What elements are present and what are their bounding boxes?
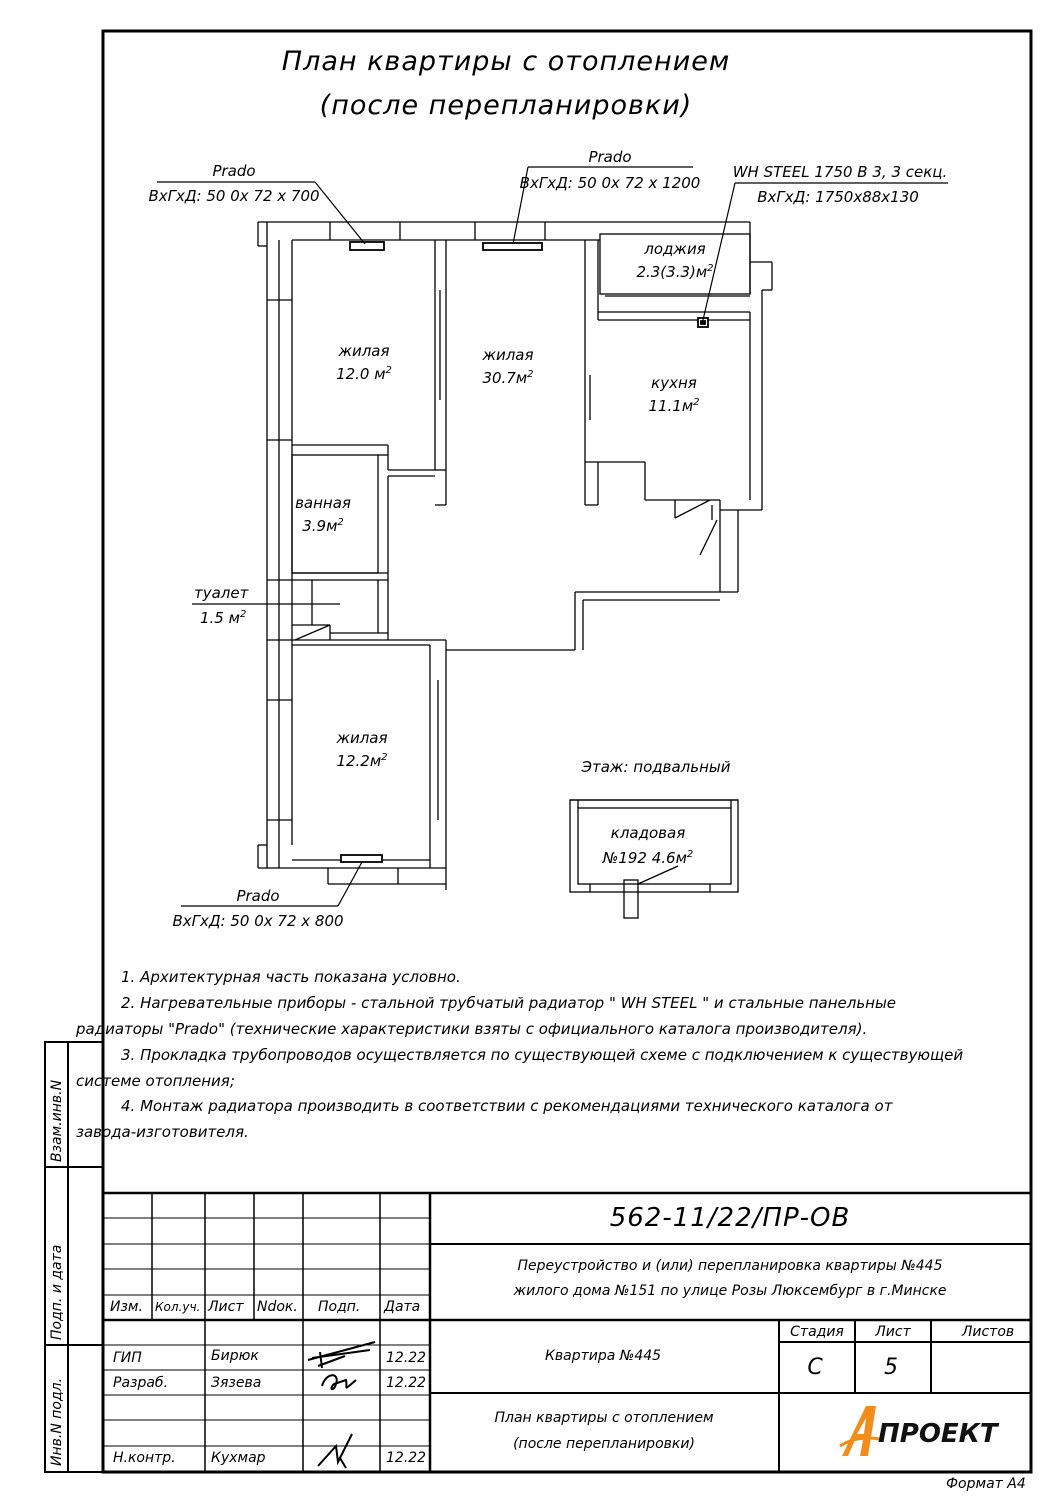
doc-description-line1: Переустройство и (или) перепланировка квартиры №445 (517, 1258, 943, 1274)
date-nkontr: 12.22 (386, 1450, 427, 1466)
hdr-sheets: Листов (961, 1324, 1015, 1340)
logo-text: ПРОЕКТ (878, 1419, 998, 1449)
room-storage-name: кладовая (610, 824, 686, 842)
sheet-title-line1: План квартиры с отоплением (494, 1410, 714, 1426)
side-label-podp-data: Подп. и дата (49, 1244, 65, 1340)
room-living2-area: $30.7м^2$ (482, 369, 534, 387)
name-nkontr: Кухмар (211, 1450, 266, 1466)
note-2-line2: радиаторы "Prado" (технические характеристики взяты с официального каталога производителя). (76, 1020, 868, 1038)
room-loggia-name: лоджия (644, 240, 706, 258)
side-label-vzam-inv: Взам.инв.N (49, 1079, 65, 1162)
sheet-frame (103, 31, 1031, 1472)
role-gip: ГИП (113, 1350, 142, 1366)
role-nkontr: Н.контр. (113, 1450, 176, 1466)
room-toilet-area: 1.5 $м^2$ (200, 609, 247, 627)
note-4-line1: 4. Монтаж радиатора производить в соответствии с рекомендациями технического каталога от (121, 1097, 893, 1115)
hdr-ndok: Ndoк. (257, 1299, 298, 1315)
signature-nkontr (318, 1434, 352, 1468)
room-bath-area: $3.9м^2$ (302, 517, 344, 535)
note-2-line1: 2. Нагревательные приборы - стальной трубчатый радиатор " WH STEEL " и стальные панельные (121, 994, 897, 1012)
radiator-dims-wh-steel: ВхГхД: 1750x88x130 (757, 188, 919, 206)
name-gip: Бирюк (211, 1348, 259, 1364)
room-kitchen-area: $11.1м^2$ (648, 397, 700, 415)
room-kitchen-name: кухня (651, 374, 697, 392)
note-3-line1: 3. Прокладка трубопроводов осуществляется по существующей схеме с подключением к существующей (121, 1046, 964, 1064)
doc-code: 562-11/22/ПР-ОВ (609, 1203, 851, 1233)
page-title-line2: (после перепланировки) (319, 90, 693, 121)
page-title-line1: План квартиры с отоплением (281, 46, 731, 77)
radiator-dims-prado-left: ВхГхД: 50 0x 72 x 700 (148, 187, 320, 205)
object-name: Квартира №445 (544, 1348, 662, 1364)
room-loggia-area: $2.3(3.3)м^2$ (636, 263, 714, 281)
hdr-sheet: Лист (875, 1324, 911, 1340)
hdr-stage: Стадия (790, 1324, 844, 1340)
radiator-prado-bottom (341, 855, 382, 862)
date-razrab: 12.22 (386, 1375, 427, 1391)
name-razrab: Зязева (211, 1375, 262, 1391)
note-3-line2: системе отопления; (76, 1072, 235, 1090)
radiator-label-prado-left: Prado (212, 162, 256, 180)
doc-description-line2: жилого дома №151 по улице Розы Люксембург в г.Минске (513, 1283, 947, 1299)
hdr-izm: Изм. (110, 1299, 143, 1315)
signature-razrab (322, 1375, 356, 1389)
side-label-inv-podl: Инв.N подл. (49, 1377, 65, 1466)
signature-gip (308, 1342, 375, 1368)
hdr-podp: Подп. (318, 1299, 361, 1315)
date-gip: 12.22 (386, 1350, 427, 1366)
format-label: Формат А4 (946, 1476, 1026, 1492)
radiator-dims-prado-mid: ВхГхД: 50 0x 72 x 1200 (519, 174, 701, 192)
hdr-koluch: Кол.уч. (155, 1300, 201, 1314)
company-logo (838, 1402, 998, 1460)
stage-value: С (807, 1355, 823, 1380)
room-toilet-name: туалет (194, 584, 249, 602)
note-1: 1. Архитектурная часть показана условно. (121, 968, 461, 986)
room-living3-name: жилая (336, 729, 388, 747)
role-razrab: Разраб. (113, 1375, 169, 1391)
note-4-line2: завода-изготовителя. (76, 1123, 249, 1141)
floor-label: Этаж: подвальный (581, 758, 731, 776)
room-living1-name: жилая (338, 342, 390, 360)
radiator-label-prado-bottom: Prado (236, 887, 280, 905)
room-living1-area: 12.0 $м^2$ (336, 365, 392, 383)
leader-lines (157, 163, 948, 906)
room-living2-name: жилая (482, 346, 534, 364)
radiator-label-wh-steel: WH STEEL 1750 В 3, 3 секц. (732, 163, 948, 181)
room-living3-area: $12.2м^2$ (336, 752, 388, 770)
sheet-number: 5 (884, 1355, 898, 1380)
room-bath-name: ванная (295, 494, 351, 512)
sheet-title-line2: (после перепланировки) (513, 1436, 695, 1452)
hdr-list: Лист (208, 1299, 244, 1315)
radiator-label-prado-mid: Prado (588, 148, 632, 166)
radiator-prado-top-mid (483, 243, 542, 250)
floor-plan (258, 222, 772, 890)
radiator-prado-top-left (350, 242, 384, 250)
radiator-dims-prado-bottom: ВхГхД: 50 0x 72 x 800 (172, 912, 344, 930)
room-storage-area: №192 $4.6м^2$ (602, 849, 694, 867)
hdr-data: Дата (384, 1299, 421, 1315)
